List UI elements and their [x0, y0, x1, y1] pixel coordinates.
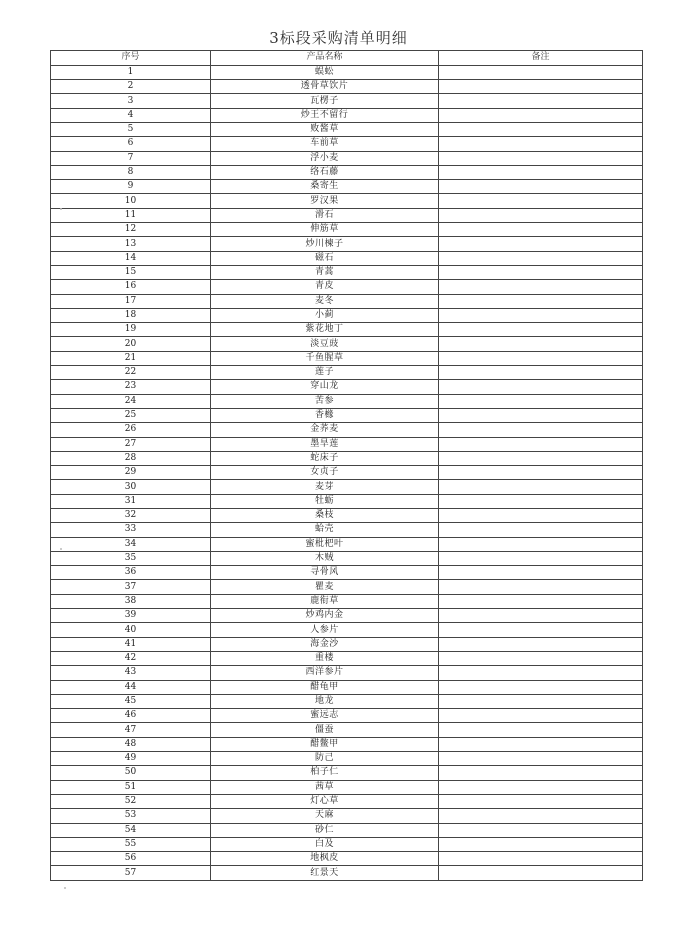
- serial-number-cell: 11: [51, 208, 211, 222]
- remark-cell: [439, 265, 643, 279]
- product-name-cell: 磁石: [211, 251, 439, 265]
- remark-cell: [439, 637, 643, 651]
- remark-cell: [439, 251, 643, 265]
- serial-number-cell: 31: [51, 494, 211, 508]
- serial-number-cell: 41: [51, 637, 211, 651]
- remark-cell: [439, 280, 643, 294]
- serial-number-cell: 16: [51, 280, 211, 294]
- serial-number-cell: 2: [51, 80, 211, 94]
- table-row: [51, 780, 643, 794]
- serial-number-cell: 8: [51, 165, 211, 179]
- product-name-cell: 醋鳖甲: [211, 737, 439, 751]
- serial-number-cell: 5: [51, 122, 211, 136]
- product-name-cell: 地龙: [211, 694, 439, 708]
- serial-number-cell: 35: [51, 551, 211, 565]
- table-row: [51, 494, 643, 508]
- table-row: [51, 666, 643, 680]
- remark-cell: [439, 866, 643, 880]
- product-name-cell: 莲子: [211, 366, 439, 380]
- remark-cell: [439, 594, 643, 608]
- remark-cell: [439, 380, 643, 394]
- serial-number-cell: 17: [51, 294, 211, 308]
- serial-number-cell: 20: [51, 337, 211, 351]
- table-row: [51, 122, 643, 136]
- remark-cell: [439, 852, 643, 866]
- serial-number-cell: 37: [51, 580, 211, 594]
- remark-cell: [439, 752, 643, 766]
- table-row: [51, 794, 643, 808]
- remark-cell: [439, 65, 643, 79]
- remark-cell: [439, 80, 643, 94]
- table-row: [51, 423, 643, 437]
- product-name-cell: 白及: [211, 837, 439, 851]
- table-row: [51, 137, 643, 151]
- serial-number-cell: 22: [51, 366, 211, 380]
- serial-number-cell: 13: [51, 237, 211, 251]
- header-product-name: 产品名称: [211, 51, 439, 66]
- scan-speck: [60, 548, 62, 550]
- table-row: [51, 623, 643, 637]
- serial-number-cell: 29: [51, 466, 211, 480]
- product-name-cell: 墨旱莲: [211, 437, 439, 451]
- table-row: [51, 466, 643, 480]
- table-row: [51, 694, 643, 708]
- table-row: [51, 165, 643, 179]
- table-row: [51, 323, 643, 337]
- table-row: [51, 280, 643, 294]
- remark-cell: [439, 165, 643, 179]
- product-name-cell: 滑石: [211, 208, 439, 222]
- table-row: [51, 80, 643, 94]
- table-row: [51, 251, 643, 265]
- table-row: [51, 637, 643, 651]
- serial-number-cell: 46: [51, 709, 211, 723]
- remark-cell: [439, 351, 643, 365]
- remark-cell: [439, 494, 643, 508]
- product-name-cell: 千鱼腥草: [211, 351, 439, 365]
- product-name-cell: 透骨草饮片: [211, 80, 439, 94]
- serial-number-cell: 53: [51, 809, 211, 823]
- remark-cell: [439, 566, 643, 580]
- remark-cell: [439, 308, 643, 322]
- serial-number-cell: 47: [51, 723, 211, 737]
- remark-cell: [439, 137, 643, 151]
- remark-cell: [439, 466, 643, 480]
- product-name-cell: 紫花地丁: [211, 323, 439, 337]
- serial-number-cell: 6: [51, 137, 211, 151]
- remark-cell: [439, 623, 643, 637]
- remark-cell: [439, 423, 643, 437]
- serial-number-cell: 32: [51, 509, 211, 523]
- remark-cell: [439, 609, 643, 623]
- product-name-cell: 穿山龙: [211, 380, 439, 394]
- serial-number-cell: 44: [51, 680, 211, 694]
- table-row: [51, 294, 643, 308]
- product-name-cell: 西洋参片: [211, 666, 439, 680]
- table-row: [51, 480, 643, 494]
- product-name-cell: 络石藤: [211, 165, 439, 179]
- table-row: [51, 580, 643, 594]
- product-name-cell: 桑寄生: [211, 180, 439, 194]
- table-row: [51, 265, 643, 279]
- serial-number-cell: 56: [51, 852, 211, 866]
- table-row: [51, 394, 643, 408]
- table-row: [51, 594, 643, 608]
- header-remark: 备注: [439, 51, 643, 66]
- remark-cell: [439, 509, 643, 523]
- serial-number-cell: 43: [51, 666, 211, 680]
- product-name-cell: 蜈蚣: [211, 65, 439, 79]
- serial-number-cell: 55: [51, 837, 211, 851]
- serial-number-cell: 21: [51, 351, 211, 365]
- product-name-cell: 金荞麦: [211, 423, 439, 437]
- remark-cell: [439, 94, 643, 108]
- remark-cell: [439, 823, 643, 837]
- product-name-cell: 防己: [211, 752, 439, 766]
- table-row: [51, 180, 643, 194]
- product-name-cell: 浮小麦: [211, 151, 439, 165]
- table-row: [51, 723, 643, 737]
- product-name-cell: 瞿麦: [211, 580, 439, 594]
- table-header-row: [51, 51, 643, 66]
- product-name-cell: 灯心草: [211, 794, 439, 808]
- serial-number-cell: 54: [51, 823, 211, 837]
- product-name-cell: 僵蚕: [211, 723, 439, 737]
- serial-number-cell: 24: [51, 394, 211, 408]
- serial-number-cell: 40: [51, 623, 211, 637]
- table-row: [51, 208, 643, 222]
- remark-cell: [439, 323, 643, 337]
- serial-number-cell: 52: [51, 794, 211, 808]
- remark-cell: [439, 337, 643, 351]
- header-serial-number: 序号: [51, 51, 211, 66]
- serial-number-cell: 45: [51, 694, 211, 708]
- remark-cell: [439, 437, 643, 451]
- product-name-cell: 桑枝: [211, 509, 439, 523]
- product-name-cell: 人参片: [211, 623, 439, 637]
- table-row: [51, 680, 643, 694]
- product-name-cell: 炒鸡内金: [211, 609, 439, 623]
- remark-cell: [439, 366, 643, 380]
- table-row: [51, 351, 643, 365]
- remark-cell: [439, 108, 643, 122]
- serial-number-cell: 27: [51, 437, 211, 451]
- table-row: [51, 509, 643, 523]
- table-row: [51, 709, 643, 723]
- table-row: [51, 837, 643, 851]
- remark-cell: [439, 194, 643, 208]
- remark-cell: [439, 680, 643, 694]
- product-name-cell: 苦参: [211, 394, 439, 408]
- remark-cell: [439, 809, 643, 823]
- product-name-cell: 小蓟: [211, 308, 439, 322]
- remark-cell: [439, 208, 643, 222]
- serial-number-cell: 36: [51, 566, 211, 580]
- remark-cell: [439, 837, 643, 851]
- product-name-cell: 青皮: [211, 280, 439, 294]
- serial-number-cell: 48: [51, 737, 211, 751]
- product-name-cell: 柏子仁: [211, 766, 439, 780]
- remark-cell: [439, 666, 643, 680]
- remark-cell: [439, 451, 643, 465]
- product-name-cell: 茜草: [211, 780, 439, 794]
- table-row: [51, 337, 643, 351]
- table-row: [51, 194, 643, 208]
- serial-number-cell: 30: [51, 480, 211, 494]
- remark-cell: [439, 237, 643, 251]
- table-row: [51, 551, 643, 565]
- remark-cell: [439, 709, 643, 723]
- product-name-cell: 蛤壳: [211, 523, 439, 537]
- serial-number-cell: 14: [51, 251, 211, 265]
- remark-cell: [439, 794, 643, 808]
- table-row: [51, 537, 643, 551]
- procurement-table: [50, 50, 643, 881]
- product-name-cell: 青蒿: [211, 265, 439, 279]
- remark-cell: [439, 651, 643, 665]
- serial-number-cell: 28: [51, 451, 211, 465]
- product-name-cell: 醋龟甲: [211, 680, 439, 694]
- product-name-cell: 车前草: [211, 137, 439, 151]
- product-name-cell: 败酱草: [211, 122, 439, 136]
- serial-number-cell: 26: [51, 423, 211, 437]
- table-row: [51, 437, 643, 451]
- product-name-cell: 炒川楝子: [211, 237, 439, 251]
- table-row: [51, 308, 643, 322]
- remark-cell: [439, 551, 643, 565]
- table-row: [51, 737, 643, 751]
- product-name-cell: 香橼: [211, 408, 439, 422]
- table-row: [51, 566, 643, 580]
- table-row: [51, 151, 643, 165]
- table-row: [51, 866, 643, 880]
- serial-number-cell: 4: [51, 108, 211, 122]
- remark-cell: [439, 780, 643, 794]
- remark-cell: [439, 151, 643, 165]
- remark-cell: [439, 180, 643, 194]
- remark-cell: [439, 408, 643, 422]
- serial-number-cell: 38: [51, 594, 211, 608]
- table-row: [51, 752, 643, 766]
- table-row: [51, 451, 643, 465]
- table-row: [51, 380, 643, 394]
- remark-cell: [439, 523, 643, 537]
- product-name-cell: 蛇床子: [211, 451, 439, 465]
- scan-speck: [60, 208, 62, 210]
- serial-number-cell: 51: [51, 780, 211, 794]
- product-name-cell: 罗汉果: [211, 194, 439, 208]
- serial-number-cell: 12: [51, 223, 211, 237]
- remark-cell: [439, 122, 643, 136]
- serial-number-cell: 39: [51, 609, 211, 623]
- serial-number-cell: 42: [51, 651, 211, 665]
- product-name-cell: 麦芽: [211, 480, 439, 494]
- serial-number-cell: 57: [51, 866, 211, 880]
- scan-speck: [64, 887, 66, 889]
- table-row: [51, 823, 643, 837]
- product-name-cell: 蜜枇杷叶: [211, 537, 439, 551]
- serial-number-cell: 34: [51, 537, 211, 551]
- serial-number-cell: 25: [51, 408, 211, 422]
- serial-number-cell: 10: [51, 194, 211, 208]
- product-name-cell: 木贼: [211, 551, 439, 565]
- serial-number-cell: 15: [51, 265, 211, 279]
- product-name-cell: 重楼: [211, 651, 439, 665]
- remark-cell: [439, 480, 643, 494]
- product-name-cell: 寻骨风: [211, 566, 439, 580]
- product-name-cell: 天麻: [211, 809, 439, 823]
- product-name-cell: 麦冬: [211, 294, 439, 308]
- remark-cell: [439, 737, 643, 751]
- product-name-cell: 女贞子: [211, 466, 439, 480]
- table-row: [51, 237, 643, 251]
- table-row: [51, 523, 643, 537]
- remark-cell: [439, 394, 643, 408]
- table-row: [51, 65, 643, 79]
- remark-cell: [439, 694, 643, 708]
- table-row: [51, 766, 643, 780]
- serial-number-cell: 23: [51, 380, 211, 394]
- table-row: [51, 366, 643, 380]
- product-name-cell: 蜜远志: [211, 709, 439, 723]
- product-name-cell: 地枫皮: [211, 852, 439, 866]
- serial-number-cell: 7: [51, 151, 211, 165]
- product-name-cell: 砂仁: [211, 823, 439, 837]
- product-name-cell: 炒王不留行: [211, 108, 439, 122]
- document-title: 3标段采购清单明细: [269, 29, 408, 47]
- serial-number-cell: 19: [51, 323, 211, 337]
- table-row: [51, 408, 643, 422]
- product-name-cell: 伸筋草: [211, 223, 439, 237]
- product-name-cell: 红景天: [211, 866, 439, 880]
- table-row: [51, 609, 643, 623]
- serial-number-cell: 3: [51, 94, 211, 108]
- remark-cell: [439, 223, 643, 237]
- remark-cell: [439, 580, 643, 594]
- remark-cell: [439, 766, 643, 780]
- remark-cell: [439, 723, 643, 737]
- serial-number-cell: 18: [51, 308, 211, 322]
- product-name-cell: 瓦楞子: [211, 94, 439, 108]
- serial-number-cell: 9: [51, 180, 211, 194]
- remark-cell: [439, 537, 643, 551]
- product-name-cell: 牡蛎: [211, 494, 439, 508]
- remark-cell: [439, 294, 643, 308]
- table-row: [51, 108, 643, 122]
- table-row: [51, 223, 643, 237]
- table-row: [51, 651, 643, 665]
- table-row: [51, 809, 643, 823]
- product-name-cell: 海金沙: [211, 637, 439, 651]
- table-row: [51, 852, 643, 866]
- serial-number-cell: 1: [51, 65, 211, 79]
- product-name-cell: 淡豆豉: [211, 337, 439, 351]
- table-row: [51, 94, 643, 108]
- product-name-cell: 鹿衔草: [211, 594, 439, 608]
- serial-number-cell: 50: [51, 766, 211, 780]
- serial-number-cell: 33: [51, 523, 211, 537]
- serial-number-cell: 49: [51, 752, 211, 766]
